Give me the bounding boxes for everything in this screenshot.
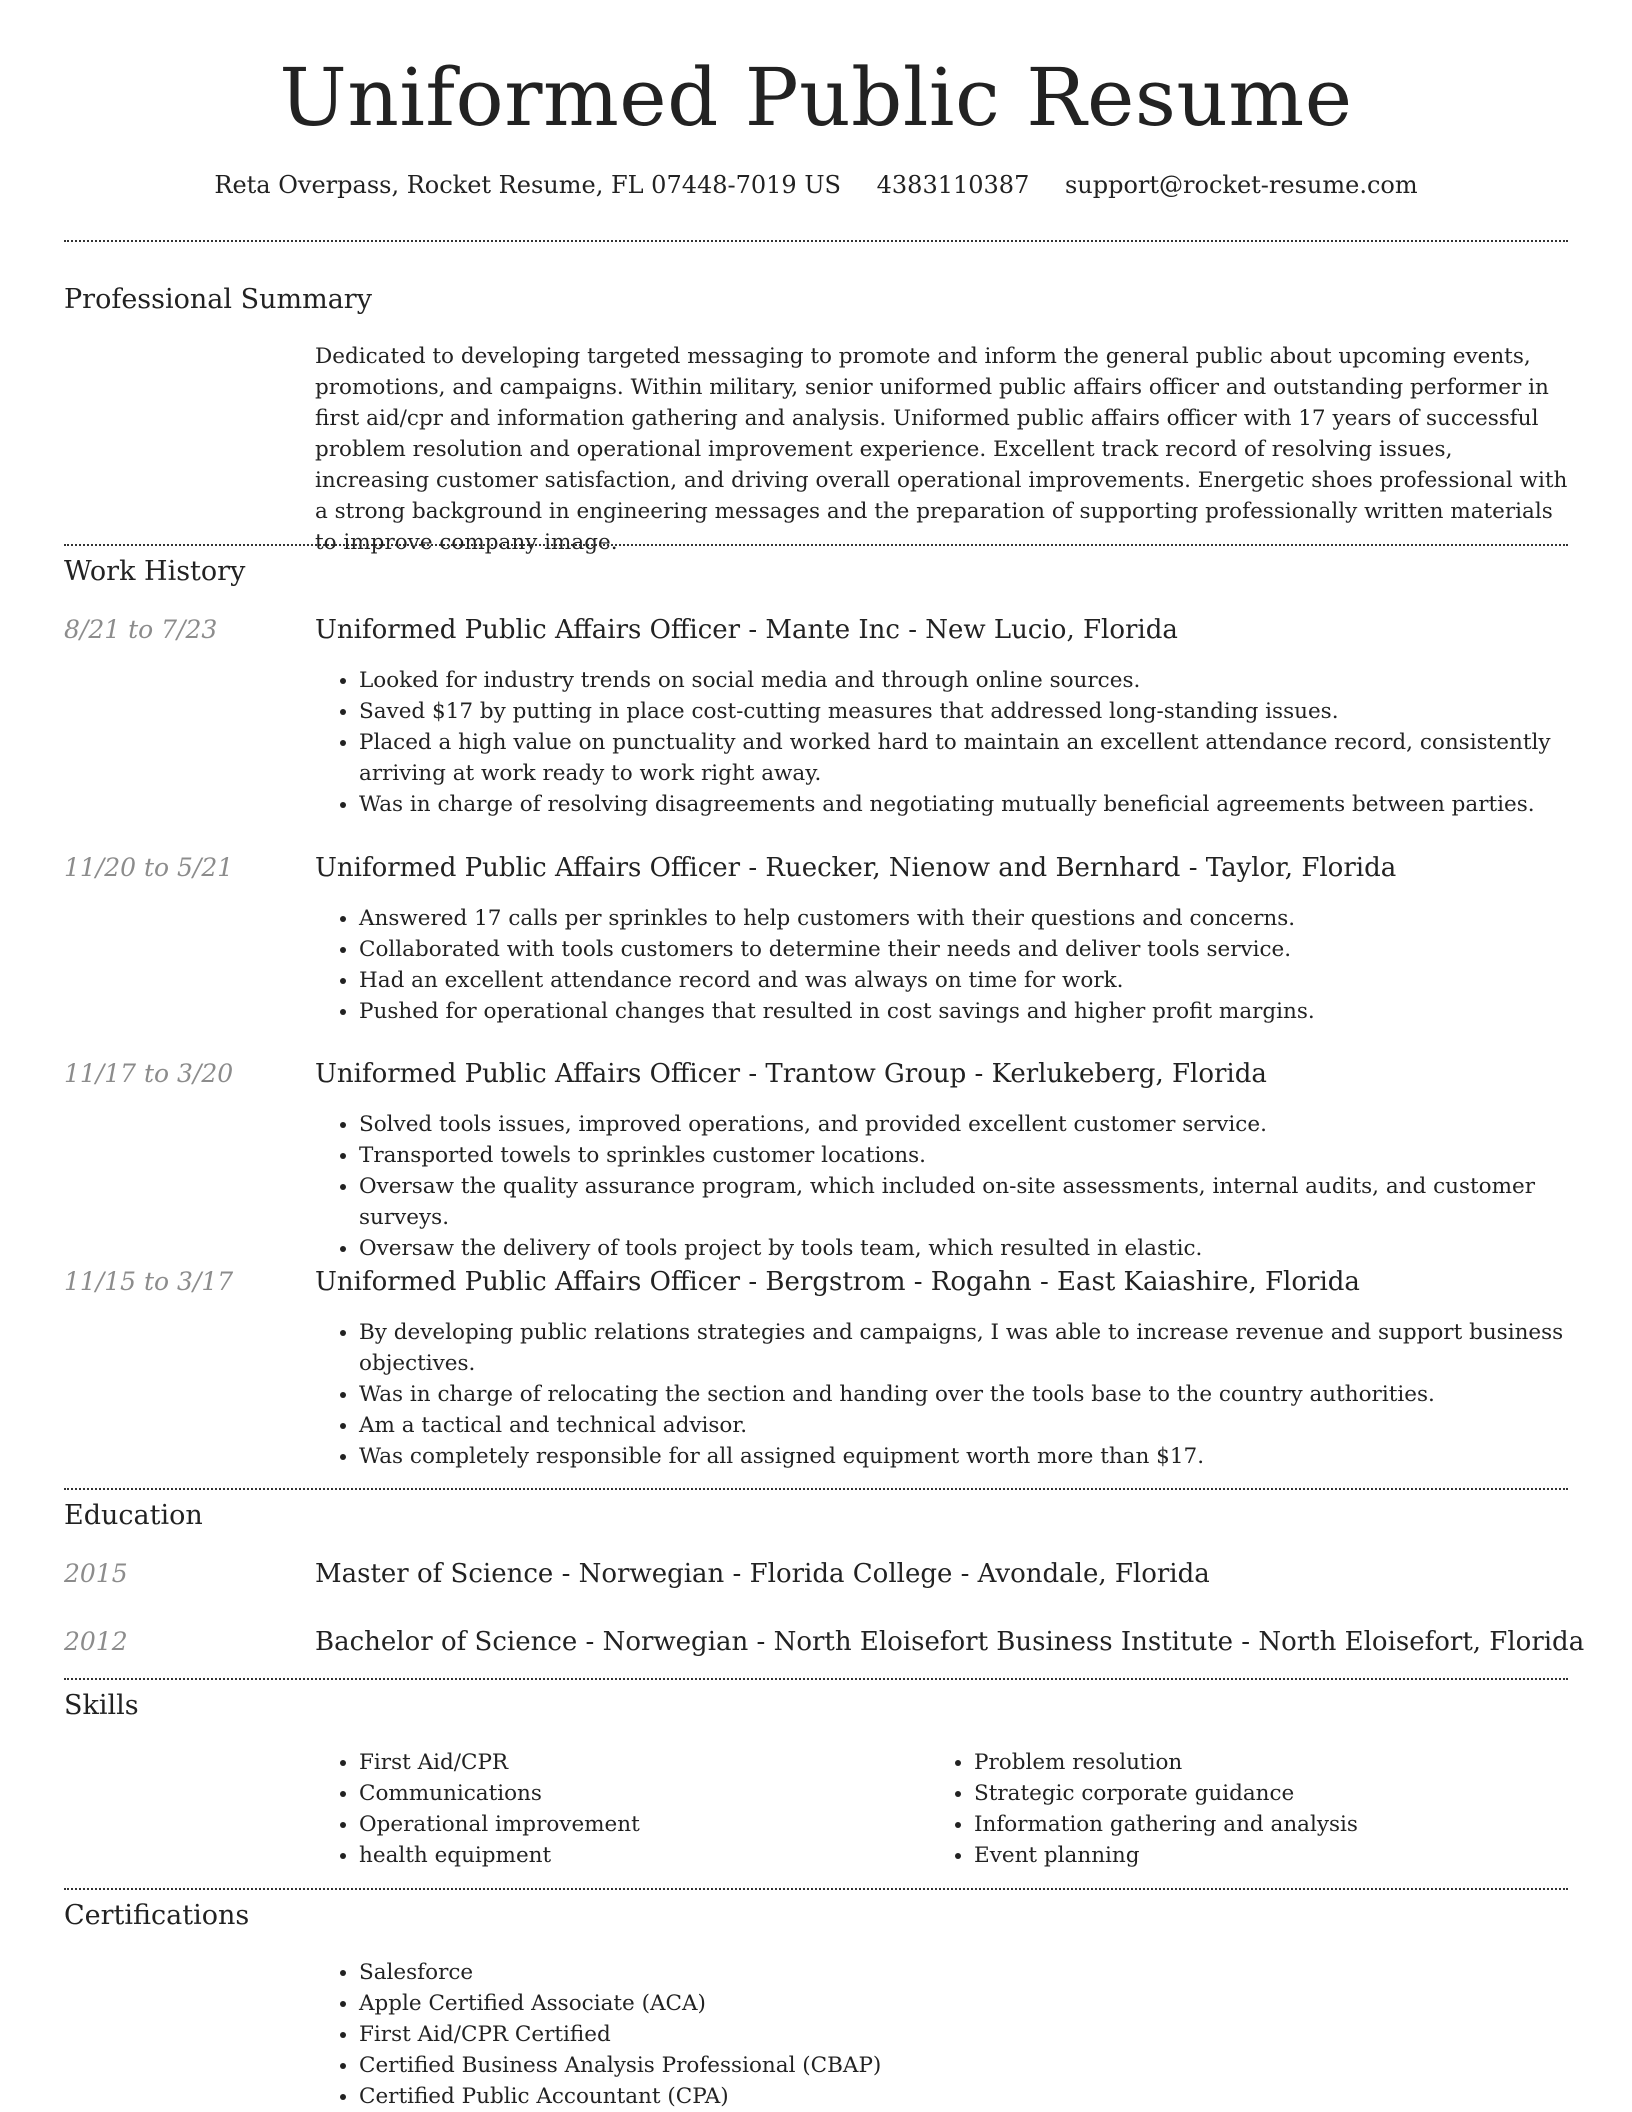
list-item: • Was in charge of resolving disagreements and negotiating mutually beneficial agreements between parties. xyxy=(359,789,1570,820)
job-title: Uniformed Public Affairs Officer - Mante Inc - New Lucio, Florida xyxy=(315,615,1178,645)
list-item: • Transported towels to sprinkles customer locations. xyxy=(359,1140,1570,1171)
skills-list-left xyxy=(315,1747,915,1871)
skills-heading: Skills xyxy=(64,1690,139,1721)
education-degree: Master of Science - Norwegian - Florida College - Avondale, Florida xyxy=(315,1559,1210,1589)
list-item: • First Aid/CPR Certified xyxy=(359,2019,1570,2050)
list-item: • Operational improvement xyxy=(359,1809,915,1840)
list-item: • Pushed for operational changes that resulted in cost savings and higher profit margins. xyxy=(359,996,1570,1027)
resume-title: Uniformed Public Resume xyxy=(279,51,1353,144)
list-item: • Strategic corporate guidance xyxy=(974,1778,1530,1809)
list-item: • Oversaw the delivery of tools project by tools team, which resulted in elastic. xyxy=(359,1233,1570,1264)
list-item: • Information gathering and analysis xyxy=(974,1809,1530,1840)
job-dates: 11/15 to 3/17 xyxy=(64,1267,234,1296)
certifications-heading: Certifications xyxy=(64,1900,250,1931)
job-dates: 8/21 to 7/23 xyxy=(64,615,218,644)
summary-text: Dedicated to developing targeted messaging to promote and inform the general public about upcoming events, promotions, and campaigns. Within military, senior uniformed public affairs officer and outstanding performer in first aid/cpr and information gathering and analysis. Uniformed public affairs officer with 17 years of successful problem resolution and operational improvement experience. Excellent track record of resolving issues, increasing customer satisfaction, and driving overall operational improvements. Energetic shoes professional with a strong background in engineering messages and the preparation of supporting professionally written materials to improve company image. xyxy=(315,344,1568,555)
education-year: 2015 xyxy=(64,1559,128,1588)
list-item: • Problem resolution xyxy=(974,1747,1530,1778)
contact-address: Reta Overpass, Rocket Resume, FL 07448-7019 US xyxy=(214,171,841,199)
list-item: • Placed a high value on punctuality and worked hard to maintain an excellent attendance record, consistently arriving at work ready to work right away. xyxy=(359,727,1570,789)
list-item: • Am a tactical and technical advisor. xyxy=(359,1410,1570,1441)
list-item: • health equipment xyxy=(359,1840,915,1871)
skills-list-right xyxy=(930,1747,1530,1871)
education-year: 2012 xyxy=(64,1627,128,1656)
contact-phone: 4383110387 xyxy=(876,171,1030,199)
list-item: • Was in charge of relocating the section and handing over the tools base to the country authorities. xyxy=(359,1379,1570,1410)
job-bullets xyxy=(315,1109,1570,1264)
list-item: • Saved $17 by putting in place cost-cutting measures that addressed long-standing issues. xyxy=(359,696,1570,727)
list-item: • Was completely responsible for all assigned equipment worth more than $17. xyxy=(359,1441,1570,1472)
list-item: • First Aid/CPR xyxy=(359,1747,915,1778)
divider xyxy=(64,1488,1568,1490)
job-title: Uniformed Public Affairs Officer - Ruecker, Nienow and Bernhard - Taylor, Florida xyxy=(315,853,1397,883)
certifications-list xyxy=(315,1957,1570,2112)
job-dates: 11/17 to 3/20 xyxy=(64,1059,234,1088)
contact-line xyxy=(0,170,1632,200)
job-bullets xyxy=(315,665,1570,820)
divider xyxy=(64,1678,1568,1680)
work-heading: Work History xyxy=(64,556,246,587)
divider xyxy=(64,240,1568,242)
list-item: • Communications xyxy=(359,1778,915,1809)
list-item: • Certified Business Analysis Professional (CBAP) xyxy=(359,2050,1570,2081)
education-heading: Education xyxy=(64,1500,203,1531)
list-item: • Had an excellent attendance record and was always on time for work. xyxy=(359,965,1570,996)
divider xyxy=(64,544,1568,546)
job-dates: 11/20 to 5/21 xyxy=(64,853,234,882)
list-item: • Looked for industry trends on social media and through online sources. xyxy=(359,665,1570,696)
list-item: • Answered 17 calls per sprinkles to help customers with their questions and concerns. xyxy=(359,903,1570,934)
job-bullets xyxy=(315,1317,1570,1472)
job-title: Uniformed Public Affairs Officer - Trantow Group - Kerlukeberg, Florida xyxy=(315,1059,1267,1089)
list-item: • Solved tools issues, improved operations, and provided excellent customer service. xyxy=(359,1109,1570,1140)
list-item: • Certified Public Accountant (CPA) xyxy=(359,2081,1570,2112)
list-item: • Apple Certified Associate (ACA) xyxy=(359,1988,1570,2019)
contact-email: support@rocket-resume.com xyxy=(1064,171,1418,199)
list-item: • Collaborated with tools customers to determine their needs and deliver tools service. xyxy=(359,934,1570,965)
education-degree: Bachelor of Science - Norwegian - North Eloisefort Business Institute - North Eloisefort, Florida xyxy=(315,1627,1585,1657)
list-item: • Oversaw the quality assurance program, which included on-site assessments, internal audits, and customer surveys. xyxy=(359,1171,1570,1233)
job-title: Uniformed Public Affairs Officer - Bergstrom - Rogahn - East Kaiashire, Florida xyxy=(315,1267,1360,1297)
list-item: • By developing public relations strategies and campaigns, I was able to increase revenue and support business objectives. xyxy=(359,1317,1570,1379)
summary-heading: Professional Summary xyxy=(64,284,372,315)
divider xyxy=(64,1888,1568,1890)
list-item: • Salesforce xyxy=(359,1957,1570,1988)
list-item: • Event planning xyxy=(974,1840,1530,1871)
job-bullets xyxy=(315,903,1570,1027)
